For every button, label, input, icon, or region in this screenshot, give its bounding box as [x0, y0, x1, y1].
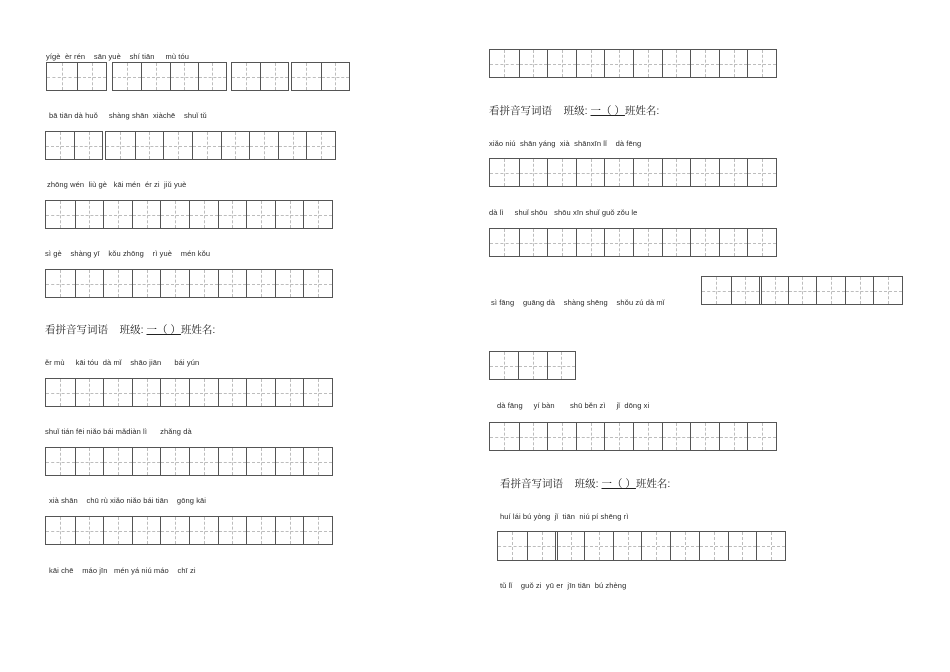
worksheet-header [500, 476, 670, 491]
writing-grid[interactable] [45, 378, 333, 407]
writing-grid[interactable] [489, 158, 777, 187]
name-label: 班姓名: [180, 324, 216, 336]
writing-grid[interactable] [45, 447, 333, 476]
writing-grid[interactable] [45, 200, 333, 229]
pinyin-line: tǔ lǐ guǒ zi yū er jīn tiān bú zhèng [500, 581, 627, 590]
writing-grid[interactable] [489, 49, 777, 78]
pinyin-line: dà lì shuǐ shōu shōu xīn shuǐ guǒ zǒu le [489, 208, 638, 217]
worksheet-title: 看拼音写词语 [489, 105, 552, 117]
pinyin-line: zhōng wén liù gè kāi mén ér zi jiǔ yuè [47, 180, 187, 189]
class-blank[interactable]: 一（ ） [601, 478, 636, 490]
writing-grid[interactable] [701, 276, 903, 305]
worksheet-title: 看拼音写词语 [500, 478, 563, 490]
name-label: 班姓名: [635, 478, 671, 490]
writing-grid[interactable] [489, 228, 777, 257]
pinyin-line: xiǎo niú shān yáng xià shānxīn lǐ dà fēng [489, 139, 642, 148]
pinyin-line: sì fāng guāng dà shàng shēng shǒu zú dà mǐ [491, 298, 665, 307]
pinyin-line: huí lái bú yòng jǐ tiān niú pí shēng rì [500, 512, 629, 521]
writing-grid[interactable] [45, 516, 333, 545]
pinyin-line: shuǐ tián fēi niǎo bái mǎdiàn lì zhǎng dà [45, 427, 192, 436]
worksheet-header [489, 103, 659, 118]
class-label: 班级: [119, 324, 144, 336]
pinyin-line: dà fāng yí bàn shū běn zì jǐ dōng xi [497, 401, 650, 410]
writing-grid[interactable] [45, 131, 103, 160]
worksheet-title: 看拼音写词语 [45, 324, 108, 336]
pinyin-line: kāi chē máo jīn mén yá niú máo chī zi [49, 566, 196, 575]
pinyin-line: xià shān chū rù xiǎo niǎo bái tiān gōng kāi [49, 496, 207, 505]
writing-grid[interactable] [489, 422, 777, 451]
writing-grid[interactable] [46, 62, 107, 91]
writing-grid[interactable] [112, 62, 227, 91]
writing-grid[interactable] [291, 62, 350, 91]
pinyin-line: bā tiān dà huǒ shàng shān xiàchē shuǐ tǔ [49, 111, 207, 120]
writing-grid[interactable] [45, 269, 333, 298]
class-blank[interactable]: 一（ ） [146, 324, 181, 336]
worksheet-header [45, 322, 215, 337]
pinyin-line: sì gè shàng yī kǒu zhōng rì yuè mén kǒu [45, 249, 211, 258]
writing-grid[interactable] [105, 131, 336, 160]
writing-grid[interactable] [497, 531, 786, 561]
class-label: 班级: [574, 478, 599, 490]
name-label: 班姓名: [624, 105, 660, 117]
pinyin-line: ěr mù kāi tóu dà mǐ shāo jiān bái yún [45, 358, 200, 367]
class-blank[interactable]: 一（ ） [590, 105, 625, 117]
class-label: 班级: [563, 105, 588, 117]
writing-grid[interactable] [489, 351, 576, 380]
pinyin-line: yígè èr rén sān yuè shí tiān mù tóu [46, 52, 190, 61]
writing-grid[interactable] [231, 62, 289, 91]
